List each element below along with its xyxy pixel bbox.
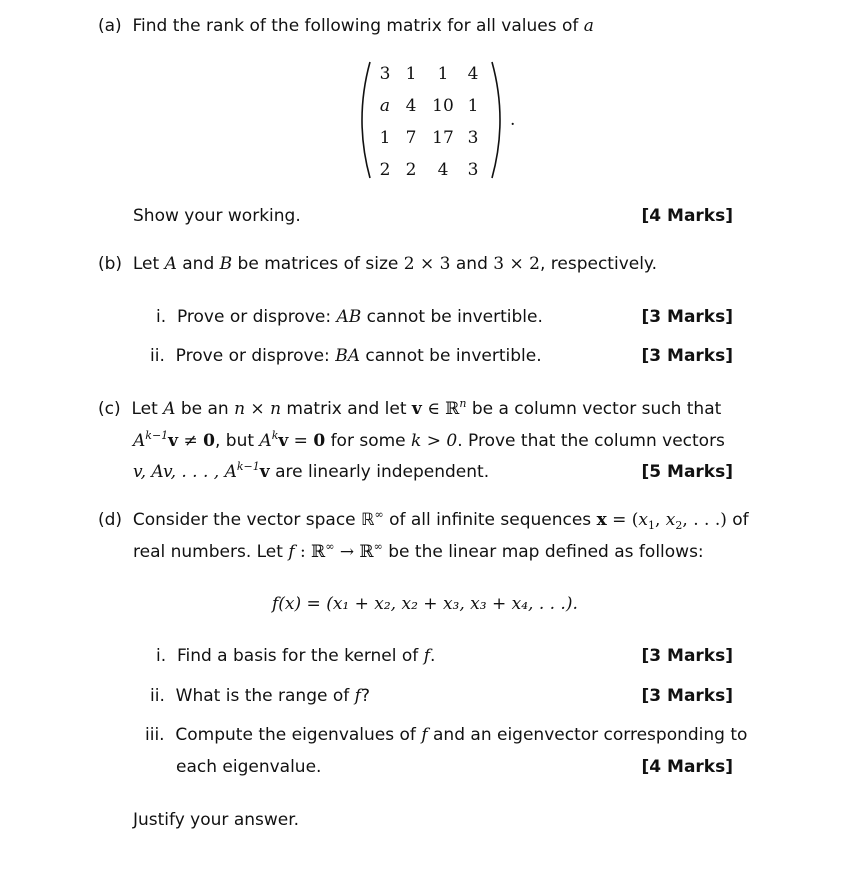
matrix-cell: 4 (405, 96, 417, 116)
question-d-i-label: i. (156, 646, 167, 666)
text: ? (360, 686, 370, 706)
math: A (259, 431, 272, 451)
math: v (168, 431, 179, 451)
math: x (665, 510, 676, 530)
question-d-i-marks: [3 Marks] (641, 646, 733, 666)
question-d-iii (145, 724, 747, 746)
question-b-ii (150, 345, 542, 367)
matrix-cell: 17 (432, 128, 454, 148)
matrix-cell: 1 (405, 64, 417, 84)
math: , (654, 510, 666, 530)
math: f (288, 542, 295, 562)
text: Let (131, 399, 164, 419)
math: f (421, 725, 428, 745)
matrix-cell: 3 (379, 64, 391, 84)
question-b-i-marks: [3 Marks] (641, 307, 733, 327)
question-c-marks: [5 Marks] (641, 462, 733, 482)
math: v (278, 431, 289, 451)
math: ≠ (178, 431, 204, 451)
question-a-label: (a) (98, 16, 122, 36)
text: of all infinite sequences (383, 510, 597, 530)
question-d-iii-line2: each eigenvalue. (176, 757, 322, 777)
text: cannot be invertible. (361, 307, 543, 327)
math: f (423, 646, 430, 666)
question-b-prompt (98, 253, 657, 275)
matrix (356, 58, 506, 182)
text: real numbers. Let (133, 542, 289, 562)
math-BA: BA (335, 346, 360, 366)
math-sup: k (271, 429, 279, 442)
math-sub: 2 (675, 519, 683, 532)
question-a-text: Find the rank of the following matrix for all values of (132, 16, 584, 36)
question-a-working: Show your working. (133, 206, 301, 226)
matrix-cell: 1 (437, 64, 449, 84)
matrix-cell: 4 (467, 64, 479, 84)
matrix-trailing-dot: . (510, 110, 516, 130)
text: What is the range of (175, 686, 355, 706)
matrix-cell: a (379, 96, 391, 116)
math: : ℝ (294, 542, 326, 562)
math-sup: k−1 (236, 460, 260, 473)
question-c-line3 (133, 461, 489, 483)
question-d-line1 (98, 509, 749, 531)
math-sup: ∞ (373, 540, 383, 553)
text: . (429, 646, 436, 666)
math-A: A (164, 254, 177, 274)
math-sup: ∞ (374, 508, 384, 521)
math: v (411, 399, 422, 419)
question-d-equation: f(x) = (x₁ + x₂, x₂ + x₃, x₃ + x₄, . . .). (272, 594, 578, 614)
text: be an (175, 399, 235, 419)
math-B: B (219, 254, 233, 274)
math: k > 0 (411, 431, 458, 451)
question-b-ii-marks: [3 Marks] (641, 346, 733, 366)
math: 0 (313, 431, 326, 451)
matrix-cell: 3 (467, 128, 479, 148)
math: = (288, 431, 314, 451)
text: of (726, 510, 749, 530)
question-a-var: a (583, 16, 594, 36)
text: and an eigenvector corresponding to (427, 725, 748, 745)
math: v, Av, . . . , A (133, 462, 237, 482)
text: Prove or disprove: (175, 346, 336, 366)
text: for some (325, 431, 412, 451)
question-b-ii-label: ii. (150, 346, 165, 366)
question-d-justify: Justify your answer. (133, 810, 300, 830)
math-sup: n (459, 397, 467, 410)
question-d-i (156, 645, 435, 667)
question-d-line2 (133, 541, 704, 563)
text: Prove or disprove: (176, 307, 337, 327)
question-d-ii-label: ii. (150, 686, 165, 706)
matrix-cell: 3 (467, 160, 479, 180)
text: be the linear map defined as follows: (382, 542, 704, 562)
math: = ( (606, 510, 639, 530)
text: Let (132, 254, 165, 274)
math: → ℝ (334, 542, 374, 562)
math: f (354, 686, 361, 706)
text: . Prove that the column vectors (457, 431, 725, 451)
matrix-cell: 10 (432, 96, 454, 116)
matrix-cell: 1 (467, 96, 479, 116)
question-d-ii (150, 685, 370, 707)
text: , respectively. (539, 254, 657, 274)
question-c-line2 (133, 430, 725, 452)
text: Find a basis for the kernel of (176, 646, 424, 666)
math: A (133, 431, 146, 451)
math: ∈ ℝ (421, 399, 460, 419)
math: x (638, 510, 648, 530)
matrix-cell: 2 (405, 160, 417, 180)
question-d-ii-marks: [3 Marks] (641, 686, 733, 706)
math-sup: k−1 (145, 429, 169, 442)
matrix-cell: 7 (405, 128, 417, 148)
math-AB: AB (336, 307, 362, 327)
text: and (450, 254, 494, 274)
text: Consider the vector space ℝ (132, 510, 375, 530)
text: are linearly independent. (269, 462, 490, 482)
math: v (259, 462, 270, 482)
question-a-prompt (98, 15, 594, 37)
text: be a column vector such that (466, 399, 722, 419)
math-sub: 1 (647, 519, 655, 532)
question-d-iii-marks: [4 Marks] (641, 757, 733, 777)
math: A (163, 399, 176, 419)
math: x (596, 510, 607, 530)
matrix-cell: 1 (379, 128, 391, 148)
matrix-cell: 4 (437, 160, 449, 180)
text: matrix and let (281, 399, 412, 419)
question-d-label: (d) (98, 510, 123, 530)
question-b-i (156, 306, 543, 328)
question-b-label: (b) (98, 254, 123, 274)
math-sup: ∞ (325, 540, 335, 553)
math-size2: 3 × 2 (493, 254, 540, 274)
text: , but (214, 431, 260, 451)
text: be matrices of size (232, 254, 404, 274)
question-a-marks: [4 Marks] (641, 206, 733, 226)
text: cannot be invertible. (359, 346, 542, 366)
question-c-label: (c) (98, 399, 121, 419)
math: n × n (234, 399, 282, 419)
question-c-line1 (98, 398, 721, 420)
math: , . . .) (682, 510, 727, 530)
math: 0 (203, 431, 215, 451)
question-d-iii-label: iii. (145, 725, 165, 745)
text: and (176, 254, 220, 274)
question-b-i-label: i. (156, 307, 167, 327)
text: Compute the eigenvalues of (175, 725, 422, 745)
math-size1: 2 × 3 (403, 254, 451, 274)
matrix-cell: 2 (379, 160, 391, 180)
